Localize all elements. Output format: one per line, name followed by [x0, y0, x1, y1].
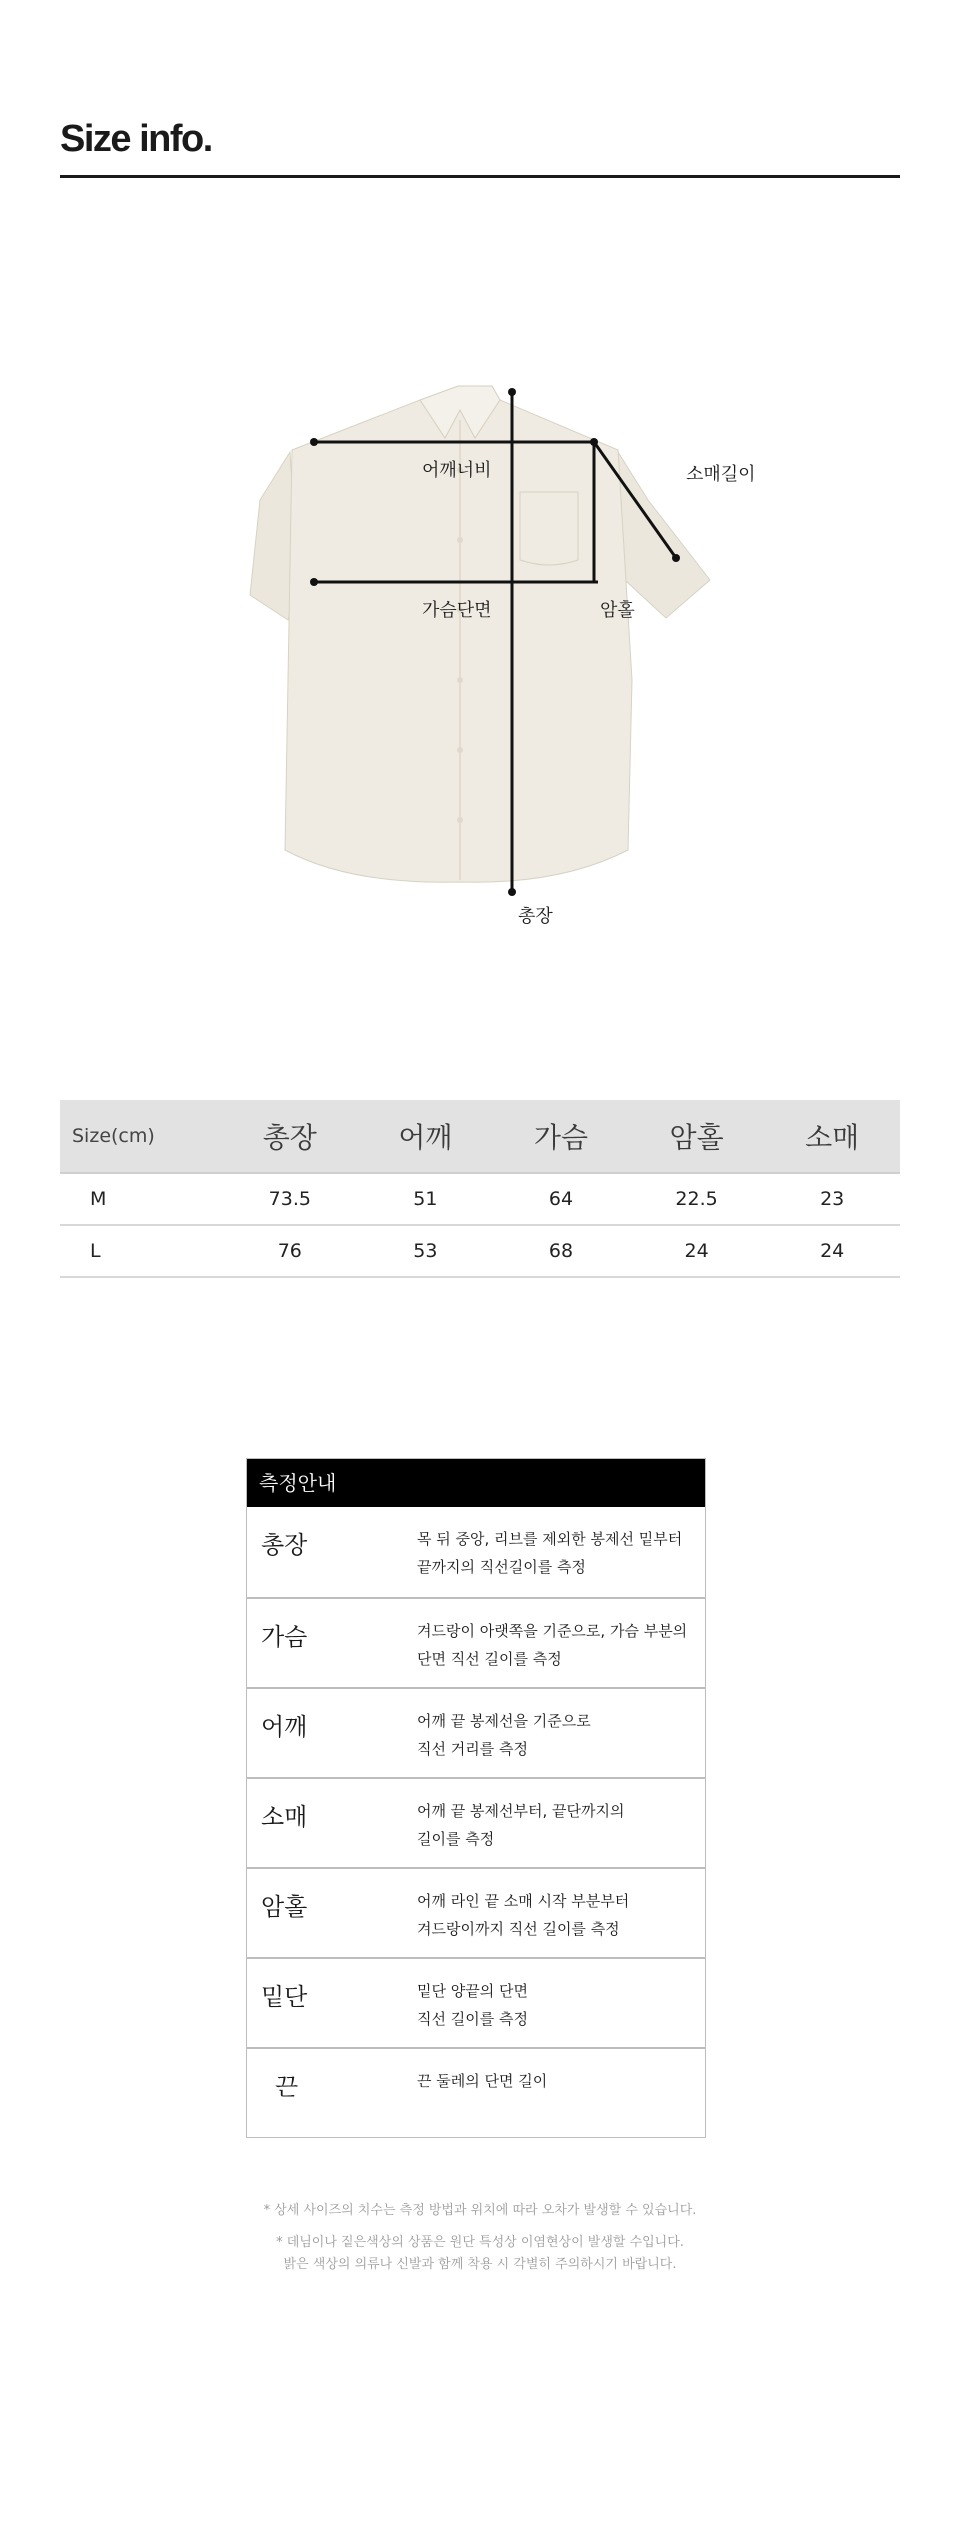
guide-description: [417, 2067, 547, 2095]
value-cell: 24: [764, 1225, 900, 1277]
color-note: * 데님이나 짙은색상의 상품은 원단 특성상 이염현상이 발생할 수입니다.: [276, 2235, 684, 2250]
size-cell: M: [60, 1173, 222, 1225]
col-header-chest: 가슴: [493, 1100, 629, 1173]
guide-label: 암홀: [261, 1893, 308, 1921]
measurement-guide: [246, 1458, 706, 2138]
guide-description: [417, 1887, 629, 1943]
value-cell: 23: [764, 1173, 900, 1225]
guide-label: 소매: [261, 1803, 308, 1831]
page-title: Size info.: [60, 118, 212, 160]
guide-row: [247, 1507, 705, 1597]
total-length-label: 총장: [518, 906, 553, 927]
value-cell: 22.5: [629, 1173, 765, 1225]
size-cell: L: [60, 1225, 222, 1277]
guide-desc-line: 어깨 끝 봉제선을 기준으로: [417, 1712, 591, 1730]
col-header-sleeve: 소매: [764, 1100, 900, 1173]
col-header-shoulder: 어깨: [358, 1100, 494, 1173]
guide-row: [247, 1597, 705, 1687]
guide-label: 어깨: [261, 1713, 308, 1741]
guide-row: [247, 1777, 705, 1867]
table-row: [60, 1173, 900, 1225]
value-cell: 24: [629, 1225, 765, 1277]
guide-heading: 측정안내: [247, 1459, 705, 1507]
size-table-header: [60, 1100, 900, 1173]
armhole-label: 암홀: [600, 600, 635, 621]
guide-desc-line: 직선 거리를 측정: [417, 1740, 528, 1758]
guide-row: [247, 1687, 705, 1777]
guide-description: [417, 1617, 687, 1673]
value-cell: 51: [358, 1173, 494, 1225]
guide-label: 밑단: [261, 1983, 308, 2011]
guide-label: 가슴: [261, 1623, 308, 1651]
guide-description: [417, 1977, 528, 2033]
guide-desc-line: 단면 직선 길이를 측정: [417, 1650, 562, 1668]
guide-description: [417, 1797, 624, 1853]
guide-row: [247, 2047, 705, 2137]
value-cell: 64: [493, 1173, 629, 1225]
guide-desc-line: 겨드랑이까지 직선 길이를 측정: [417, 1920, 620, 1938]
guide-desc-line: 직선 길이를 측정: [417, 2010, 528, 2028]
title-divider: [60, 175, 900, 178]
col-header-size: Size(cm): [60, 1100, 222, 1173]
table-row: [60, 1225, 900, 1277]
value-cell: 73.5: [222, 1173, 358, 1225]
guide-row: [247, 1867, 705, 1957]
guide-desc-line: 어깨 끝 봉제선부터, 끝단까지의: [417, 1802, 625, 1820]
chest-label: 가슴단면: [422, 600, 492, 621]
size-table: [60, 1100, 900, 1278]
size-note: * 상세 사이즈의 치수는 측정 방법과 위치에 따라 오차가 발생할 수 있습니다.: [263, 2203, 697, 2218]
guide-row: [247, 1957, 705, 2047]
col-header-length: 총장: [222, 1100, 358, 1173]
guide-label: 끈: [275, 2073, 299, 2101]
sleeve-length-label: 소매길이: [686, 464, 756, 485]
guide-desc-line: 끈 둘레의 단면 길이: [417, 2072, 548, 2090]
shirt-diagram: [230, 380, 756, 927]
guide-desc-line: 겨드랑이 아랫쪽을 기준으로, 가슴 부분의: [417, 1622, 688, 1640]
shoulder-width-label: 어깨너비: [422, 460, 492, 481]
guide-description: [417, 1525, 682, 1581]
guide-description: [417, 1707, 591, 1763]
value-cell: 68: [493, 1225, 629, 1277]
guide-desc-line: 목 뒤 중앙, 리브를 제외한 봉제선 밑부터: [417, 1530, 683, 1548]
guide-desc-line: 밑단 양끝의 단면: [417, 1982, 528, 2000]
guide-desc-line: 길이를 측정: [417, 1830, 495, 1848]
guide-desc-line: 어깨 라인 끝 소매 시작 부분부터: [417, 1892, 630, 1910]
value-cell: 53: [358, 1225, 494, 1277]
guide-desc-line: 끝까지의 직선길이를 측정: [417, 1558, 586, 1576]
value-cell: 76: [222, 1225, 358, 1277]
guide-label: 총장: [261, 1531, 308, 1559]
col-header-armhole: 암홀: [629, 1100, 765, 1173]
color-note-continued: 밝은 색상의 의류나 신발과 함께 착용 시 각별히 주의하시기 바랍니다.: [283, 2257, 677, 2272]
